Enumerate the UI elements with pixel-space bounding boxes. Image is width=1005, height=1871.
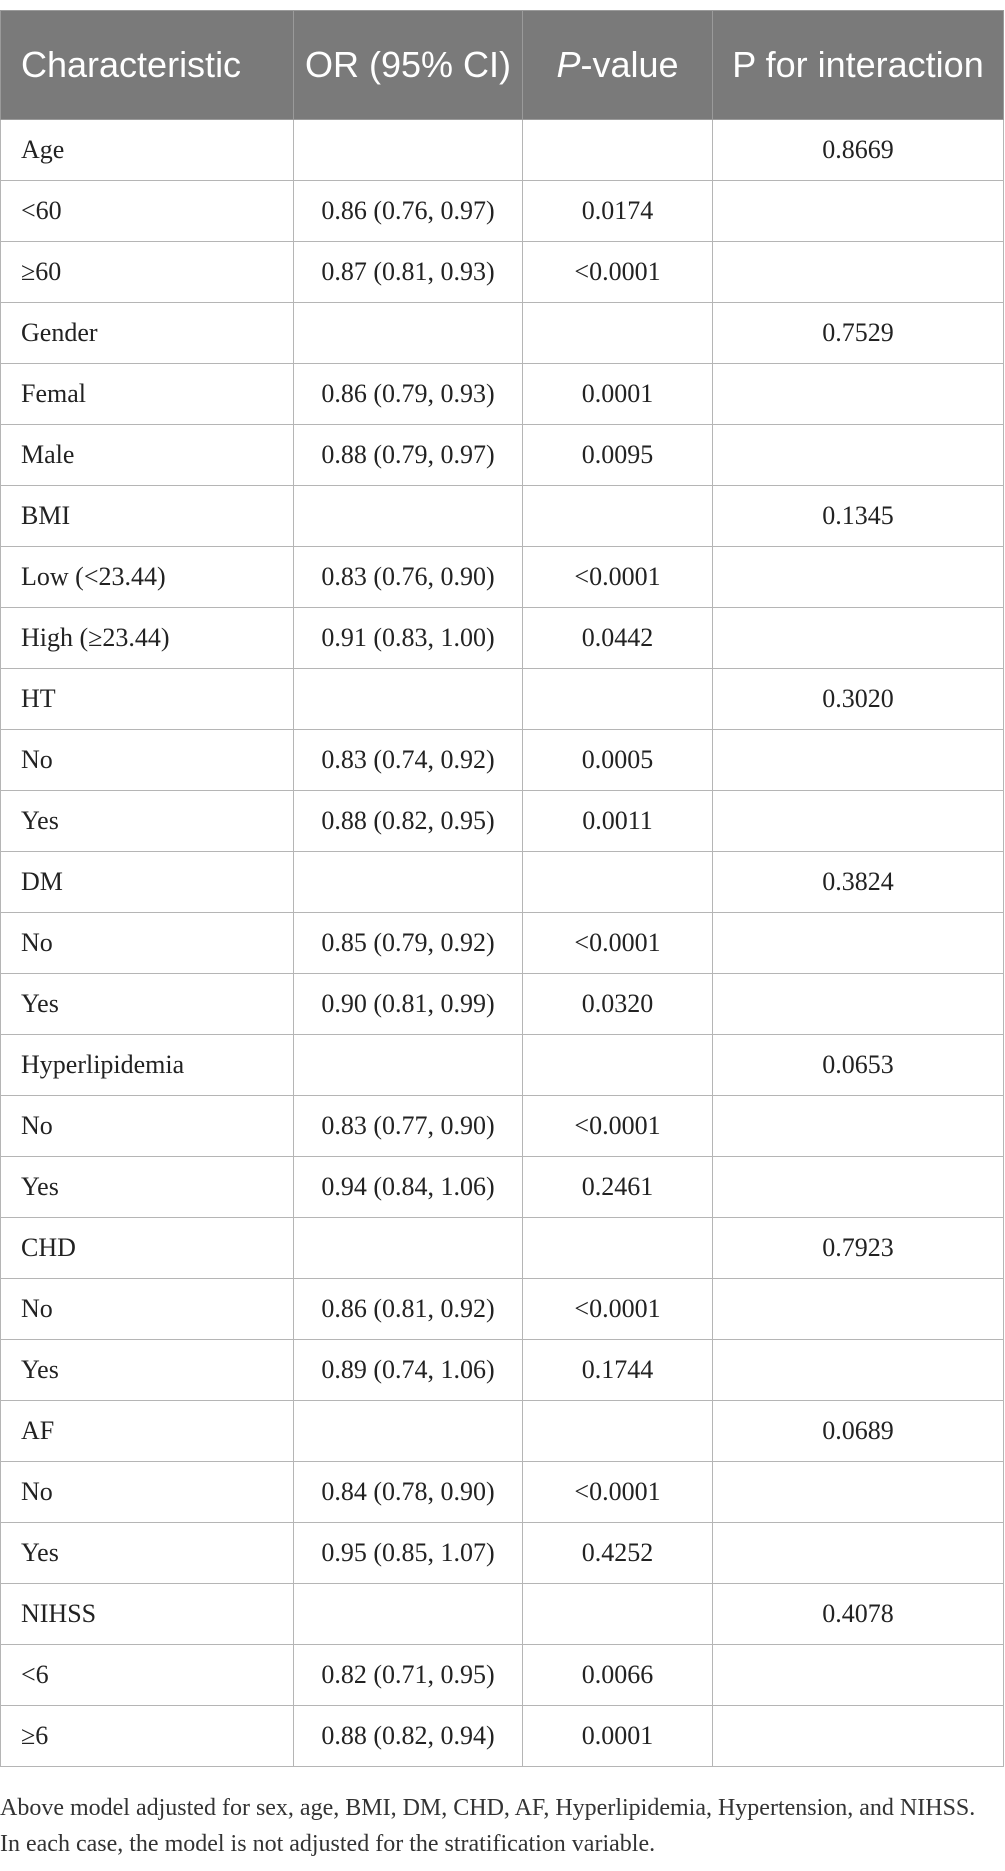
table-row [1, 1096, 1004, 1157]
or-ci-cell: 0.94 (0.84, 1.06) [294, 1157, 523, 1218]
p-interaction-cell [713, 364, 1004, 425]
or-ci-cell: 0.82 (0.71, 0.95) [294, 1645, 523, 1706]
p-interaction-cell [713, 730, 1004, 791]
row-label-cell: Gender [1, 303, 294, 364]
p-value-cell: 0.0005 [523, 730, 713, 791]
p-value-cell [523, 1401, 713, 1462]
p-value-cell [523, 1584, 713, 1645]
header-p-interaction: P for interaction [713, 11, 1004, 120]
table-row [1, 425, 1004, 486]
row-label-cell: High (≥23.44) [1, 608, 294, 669]
p-value-cell [523, 1218, 713, 1279]
or-ci-cell: 0.86 (0.76, 0.97) [294, 181, 523, 242]
p-value-cell [523, 1035, 713, 1096]
table-row [1, 852, 1004, 913]
or-ci-cell: 0.91 (0.83, 1.00) [294, 608, 523, 669]
table-row [1, 1645, 1004, 1706]
row-label-cell: No [1, 913, 294, 974]
row-label-cell: Yes [1, 791, 294, 852]
p-interaction-cell [713, 913, 1004, 974]
table-row [1, 1706, 1004, 1767]
p-interaction-cell [713, 1462, 1004, 1523]
table-row [1, 1157, 1004, 1218]
table-row [1, 913, 1004, 974]
or-ci-cell: 0.95 (0.85, 1.07) [294, 1523, 523, 1584]
header-characteristic: Characteristic [1, 11, 294, 120]
subgroup-table [0, 10, 1004, 1767]
p-interaction-cell: 0.1345 [713, 486, 1004, 547]
p-interaction-cell [713, 1157, 1004, 1218]
p-value-cell: 0.2461 [523, 1157, 713, 1218]
p-interaction-cell: 0.0653 [713, 1035, 1004, 1096]
row-label-cell: Yes [1, 1340, 294, 1401]
or-ci-cell [294, 852, 523, 913]
row-label-cell: <60 [1, 181, 294, 242]
p-interaction-cell [713, 547, 1004, 608]
or-ci-cell [294, 303, 523, 364]
p-interaction-cell [713, 242, 1004, 303]
or-ci-cell [294, 669, 523, 730]
p-value-cell: 0.0001 [523, 364, 713, 425]
or-ci-cell [294, 486, 523, 547]
row-label-cell: ≥6 [1, 1706, 294, 1767]
header-p-italic: P [556, 44, 581, 85]
row-label-cell: DM [1, 852, 294, 913]
or-ci-cell [294, 1401, 523, 1462]
or-ci-cell: 0.83 (0.74, 0.92) [294, 730, 523, 791]
table-row [1, 1340, 1004, 1401]
row-label-cell: No [1, 1096, 294, 1157]
row-label-cell: NIHSS [1, 1584, 294, 1645]
p-interaction-cell [713, 1279, 1004, 1340]
or-ci-cell: 0.88 (0.82, 0.94) [294, 1706, 523, 1767]
row-label-cell: Yes [1, 1523, 294, 1584]
p-value-cell: <0.0001 [523, 913, 713, 974]
p-interaction-cell [713, 425, 1004, 486]
p-value-cell [523, 852, 713, 913]
row-label-cell: No [1, 730, 294, 791]
table-row [1, 730, 1004, 791]
p-value-cell: 0.0066 [523, 1645, 713, 1706]
row-label-cell: Femal [1, 364, 294, 425]
p-value-cell: 0.0095 [523, 425, 713, 486]
or-ci-cell: 0.87 (0.81, 0.93) [294, 242, 523, 303]
row-label-cell: BMI [1, 486, 294, 547]
p-value-cell: 0.0442 [523, 608, 713, 669]
header-p-rest: -value [580, 44, 679, 85]
table-row [1, 242, 1004, 303]
p-value-cell: 0.4252 [523, 1523, 713, 1584]
or-ci-cell: 0.85 (0.79, 0.92) [294, 913, 523, 974]
table-row [1, 1035, 1004, 1096]
p-interaction-cell [713, 181, 1004, 242]
table-row [1, 1279, 1004, 1340]
table-row [1, 608, 1004, 669]
p-value-cell: <0.0001 [523, 242, 713, 303]
row-label-cell: Yes [1, 974, 294, 1035]
p-interaction-cell [713, 1645, 1004, 1706]
or-ci-cell: 0.89 (0.74, 1.06) [294, 1340, 523, 1401]
p-value-cell: <0.0001 [523, 547, 713, 608]
row-label-cell: AF [1, 1401, 294, 1462]
or-ci-cell [294, 1584, 523, 1645]
table-row [1, 1218, 1004, 1279]
table-row [1, 181, 1004, 242]
p-interaction-cell: 0.7529 [713, 303, 1004, 364]
header-or: OR (95% CI) [294, 11, 523, 120]
or-ci-cell: 0.90 (0.81, 0.99) [294, 974, 523, 1035]
p-interaction-cell [713, 974, 1004, 1035]
row-label-cell: Male [1, 425, 294, 486]
p-interaction-cell: 0.0689 [713, 1401, 1004, 1462]
header-row [1, 11, 1004, 120]
or-ci-cell: 0.86 (0.81, 0.92) [294, 1279, 523, 1340]
row-label-cell: Hyperlipidemia [1, 1035, 294, 1096]
row-label-cell: Low (<23.44) [1, 547, 294, 608]
p-value-cell: 0.0011 [523, 791, 713, 852]
table-row [1, 1401, 1004, 1462]
table-row [1, 486, 1004, 547]
table-row [1, 791, 1004, 852]
p-value-cell [523, 486, 713, 547]
p-interaction-cell: 0.7923 [713, 1218, 1004, 1279]
p-value-cell: <0.0001 [523, 1462, 713, 1523]
or-ci-cell: 0.88 (0.82, 0.95) [294, 791, 523, 852]
p-value-cell: <0.0001 [523, 1279, 713, 1340]
p-value-cell: 0.0320 [523, 974, 713, 1035]
row-label-cell: HT [1, 669, 294, 730]
or-ci-cell: 0.83 (0.77, 0.90) [294, 1096, 523, 1157]
table-row [1, 364, 1004, 425]
p-value-cell [523, 669, 713, 730]
row-label-cell: Yes [1, 1157, 294, 1218]
p-interaction-cell: 0.8669 [713, 120, 1004, 181]
table-row [1, 1584, 1004, 1645]
row-label-cell: No [1, 1279, 294, 1340]
row-label-cell: CHD [1, 1218, 294, 1279]
or-ci-cell [294, 120, 523, 181]
p-interaction-cell [713, 1706, 1004, 1767]
or-ci-cell [294, 1035, 523, 1096]
table-row [1, 120, 1004, 181]
or-ci-cell [294, 1218, 523, 1279]
p-value-cell: <0.0001 [523, 1096, 713, 1157]
p-value-cell: 0.0174 [523, 181, 713, 242]
p-interaction-cell [713, 791, 1004, 852]
p-value-cell [523, 120, 713, 181]
table-row [1, 669, 1004, 730]
row-label-cell: ≥60 [1, 242, 294, 303]
p-interaction-cell [713, 1096, 1004, 1157]
p-interaction-cell: 0.3824 [713, 852, 1004, 913]
row-label-cell: <6 [1, 1645, 294, 1706]
p-value-cell: 0.0001 [523, 1706, 713, 1767]
table-row [1, 1523, 1004, 1584]
or-ci-cell: 0.83 (0.76, 0.90) [294, 547, 523, 608]
p-interaction-cell: 0.3020 [713, 669, 1004, 730]
row-label-cell: No [1, 1462, 294, 1523]
p-interaction-cell [713, 608, 1004, 669]
table-row [1, 303, 1004, 364]
p-interaction-cell [713, 1523, 1004, 1584]
row-label-cell: Age [1, 120, 294, 181]
p-interaction-cell [713, 1340, 1004, 1401]
table-footnote: Above model adjusted for sex, age, BMI, DM, CHD, AF, Hyperlipidemia, Hypertension, and NIHSS. In each case, the model is not adjusted for the stratification variable. [0, 1795, 976, 1857]
p-value-cell [523, 303, 713, 364]
or-ci-cell: 0.88 (0.79, 0.97) [294, 425, 523, 486]
table-row [1, 1462, 1004, 1523]
table-row [1, 974, 1004, 1035]
header-p-value [523, 11, 713, 120]
p-value-cell: 0.1744 [523, 1340, 713, 1401]
table-body [1, 120, 1004, 1767]
table-header [1, 11, 1004, 120]
or-ci-cell: 0.84 (0.78, 0.90) [294, 1462, 523, 1523]
table-row [1, 547, 1004, 608]
p-interaction-cell: 0.4078 [713, 1584, 1004, 1645]
or-ci-cell: 0.86 (0.79, 0.93) [294, 364, 523, 425]
